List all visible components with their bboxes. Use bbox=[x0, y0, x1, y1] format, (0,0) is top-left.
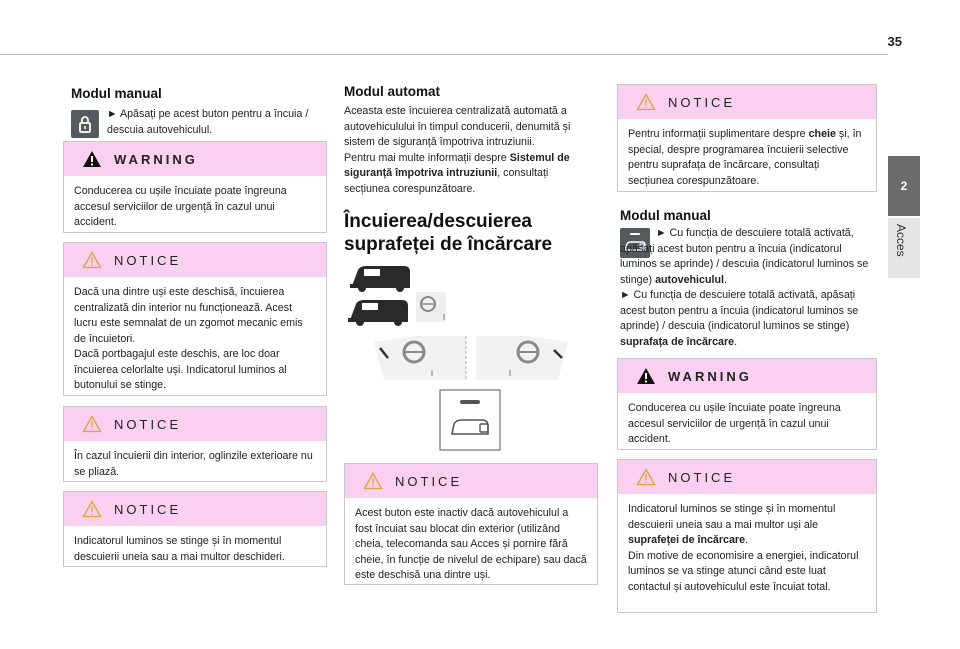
notice-header bbox=[64, 492, 326, 526]
notice-text: Pentru informații suplimentare despre cheie și, în special, despre programarea încuierii selective pentru suprafața de încărcare, consultați secțiunea corespunzătoare. bbox=[628, 128, 862, 187]
left-notice-box-1 bbox=[63, 242, 327, 396]
warning-text: Conducerea cu ușile încuiate poate îngreuna accesul serviciilor de urgență în cazul unui accident. bbox=[74, 185, 287, 228]
page-number: 35 bbox=[887, 34, 902, 49]
load-area-illustration bbox=[344, 262, 594, 457]
warning-triangle-icon bbox=[82, 150, 102, 168]
warning-title: WARNING bbox=[668, 369, 752, 384]
warning-header bbox=[618, 359, 876, 393]
chapter-tab-number[interactable]: 2 bbox=[888, 156, 920, 216]
warning-text: Conducerea cu ușile încuiate poate îngreuna accesul serviciilor de urgență în cazul unui accident. bbox=[628, 402, 841, 445]
notice-title: NOTICE bbox=[114, 502, 182, 517]
left-notice-box-3 bbox=[63, 491, 327, 567]
steering-wheel-icon bbox=[416, 292, 446, 322]
right-notice-box-top bbox=[617, 84, 877, 192]
notice-text: Dacă una dintre uși este deschisă, încuierea centralizată din interior nu funcționează. Acest lucru este semnalat de un zgomot mecanic emis de încuietori. Dacă portbagajul este deschis, are loc doar încuierea celorlalte uși. Indicatorul luminos al butonului se stinge. bbox=[74, 286, 303, 391]
left-manual-mode-title: Modul manual bbox=[71, 86, 162, 101]
left-notice-box-2 bbox=[63, 406, 327, 482]
left-warning-box bbox=[63, 141, 327, 233]
notice-triangle-icon bbox=[82, 500, 102, 518]
van-silhouette-icon bbox=[348, 300, 408, 326]
auto-mode-bold: Sistemul de siguranță împotriva intruziunii bbox=[344, 151, 570, 179]
notice-header bbox=[64, 243, 326, 277]
auto-mode-text: Aceasta este încuierea centralizată automată a autovehiculului în timpul conducerii, denumită și sistem de siguranță împotriva intruziunii. Pentru mai multe informații despre Sistemul de siguranță împotriva intruziunii, consultați secțiunea corespunzătoare. bbox=[344, 105, 571, 195]
notice-header bbox=[618, 85, 876, 119]
notice-text: Acest buton este inactiv dacă autovehiculul a fost încuiat sau blocat din exterior (utilizând cheia, telecomanda sau Acces și pornire fără cheie, în funcție de nivelul de echipare) sau dacă este deschisă una dintre uși. bbox=[355, 507, 587, 581]
header-divider bbox=[0, 54, 888, 55]
chapter-tab-label bbox=[888, 218, 920, 278]
notice-title: NOTICE bbox=[668, 95, 736, 110]
auto-mode-title: Modul automat bbox=[344, 84, 440, 99]
right-manual-mode-title: Modul manual bbox=[620, 208, 711, 223]
left-manual-mode-text: ► Apăsați pe acest buton pentru a încuia / descuia autovehiculul. bbox=[107, 108, 309, 136]
notice-triangle-icon bbox=[82, 415, 102, 433]
notice-triangle-icon bbox=[82, 251, 102, 269]
notice-header bbox=[618, 460, 876, 494]
notice-text: În cazul încuierii din interior, oglinzile exterioare nu se pliază. bbox=[74, 450, 313, 478]
right-manual-mode-text: ► Cu funcția de descuiere totală activată, apăsați acest buton pentru a încuia (indicatorul luminos se aprinde) / descuia (indicatorul luminos se stinge) autovehiculul. ► Cu funcția de descuiere totală activată, apăsați acest buton pentru a încuia (indicatorul luminos se aprinde) / descuia (indicatorul luminos se stinge) suprafața de încărcare. bbox=[620, 227, 869, 348]
section-title-line-2: suprafeței de încărcare bbox=[344, 234, 553, 255]
notice-header bbox=[64, 407, 326, 441]
lock-button-icon bbox=[71, 110, 99, 138]
notice-triangle-icon bbox=[363, 472, 383, 490]
chapter-label-text: Acces bbox=[894, 224, 908, 257]
warning-header bbox=[64, 142, 326, 176]
van-lock-button-icon bbox=[440, 390, 500, 450]
door-panel-left bbox=[374, 336, 466, 380]
notice-triangle-icon bbox=[636, 468, 656, 486]
notice-header bbox=[345, 464, 597, 498]
section-title-line-1: Încuierea/descuierea bbox=[344, 211, 532, 232]
notice-title: NOTICE bbox=[395, 474, 463, 489]
notice-text: Indicatorul luminos se stinge și în momentul descuierii uneia sau a mai multor deschideri. bbox=[74, 535, 285, 563]
warning-triangle-icon bbox=[636, 367, 656, 385]
door-panel-right bbox=[476, 336, 568, 380]
van-silhouette-icon bbox=[350, 266, 410, 292]
warning-title: WARNING bbox=[114, 152, 198, 167]
notice-title: NOTICE bbox=[114, 253, 182, 268]
notice-title: NOTICE bbox=[114, 417, 182, 432]
right-warning-box bbox=[617, 358, 877, 450]
middle-notice-box bbox=[344, 463, 598, 585]
notice-text: Indicatorul luminos se stinge și în momentul descuierii uneia sau a mai multor uși ale suprafeței de încărcare. Din motive de economisire a energiei, indicatorul luminos se va stinge atunci când este luat contactul și autovehiculul este încuiat total. bbox=[628, 503, 859, 593]
notice-title: NOTICE bbox=[668, 470, 736, 485]
right-notice-box-bottom bbox=[617, 459, 877, 613]
notice-triangle-icon bbox=[636, 93, 656, 111]
